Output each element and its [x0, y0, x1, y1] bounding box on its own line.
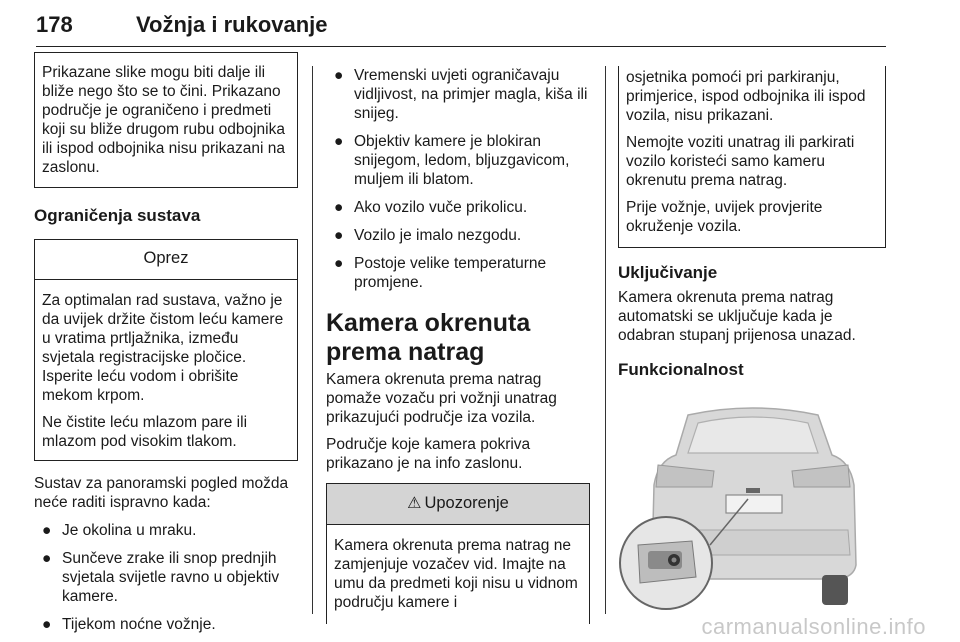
list-item: ● Postoje velike temperaturne promjene. — [334, 255, 547, 291]
warning-box-continued — [618, 66, 886, 248]
list-item: ● Je okolina u mraku. — [42, 522, 197, 539]
heading-activation: Uključivanje — [618, 263, 718, 282]
warning-box — [326, 483, 590, 624]
warning-icon: ⚠ — [407, 495, 422, 512]
bullet-icon: ● — [334, 67, 344, 84]
bullet-icon: ● — [334, 255, 344, 272]
watermark: carmanualsonline.info — [701, 614, 926, 639]
list-item: ● Ako vozilo vuče prikolicu. — [334, 199, 528, 216]
page-header — [36, 8, 886, 47]
bullet-icon: ● — [334, 227, 344, 244]
bullet-icon: ● — [42, 522, 52, 539]
warning-header — [327, 484, 589, 525]
notice-box — [34, 52, 298, 188]
bullet-icon: ● — [42, 616, 52, 633]
section-title: Kamera okrenuta prema natrag — [326, 309, 531, 366]
notice-text: Prikazane slike mogu biti dalje ili bliže nego što se to čini. Prikazano područje je ograničeno i predmeti koji su bliže drugom rubu odbojnika ili ispod odbojnika nisu prikazani na zaslonu. — [42, 64, 285, 176]
rear-camera-illustration — [618, 395, 886, 613]
warning-text: Kamera okrenuta prema natrag ne zamjenjuje vozačev vid. Imajte na umu da predmeti koji nisu u vidnom području kamere i — [334, 537, 578, 611]
warning-title: Upozorenje — [424, 494, 509, 512]
bullet-list — [34, 521, 298, 634]
column-divider — [312, 66, 313, 614]
list-item: ● Vozilo je imalo nezgodu. — [334, 227, 522, 244]
list-item: ● Tijekom noćne vožnje. — [42, 616, 216, 633]
warning-text: Prije vožnje, uvijek provjerite okruženje vozila. — [626, 199, 823, 235]
caution-text: Za optimalan rad sustava, važno je da uvijek držite čistom leću kamere u vratima prtljažnika, između svjetala registracijske pločice. Isperite leću vodom i obrišite mekom krpom. — [42, 292, 284, 404]
column-3 — [618, 66, 886, 618]
heading-system-limits: Ograničenja sustava — [34, 206, 201, 225]
caution-box — [34, 239, 298, 461]
body-text: Kamera okrenuta prema natrag automatski se uključuje kada je odabran stupanj prijenosa unazad. — [618, 289, 856, 344]
intro-text: Sustav za panoramski pogled možda neće raditi ispravno kada: — [34, 475, 289, 511]
list-item: ● Vremenski uvjeti ograničavaju vidljivost, na primjer magla, kiša ili snijeg. — [334, 67, 588, 122]
bullet-list — [326, 66, 590, 292]
column-divider — [605, 66, 606, 614]
caution-title: Oprez — [35, 240, 297, 280]
warning-text: Nemojte voziti unatrag ili parkirati vozilo koristeći samo kameru okrenutu prema natrag. — [626, 134, 855, 189]
column-2 — [326, 66, 590, 624]
list-item: ● Objektiv kamere je blokiran snijegom, ledom, bljuzgavicom, muljem ili blatom. — [334, 133, 570, 188]
page-title: Vožnja i rukovanje — [136, 12, 328, 37]
list-item: ● Sunčeve zrake ili snop prednjih svjetala svijetle ravno u objektiv kamere. — [42, 550, 280, 605]
body-text: Područje koje kamera pokriva prikazano je na info zaslonu. — [326, 436, 531, 472]
bullet-icon: ● — [334, 199, 344, 216]
bullet-icon: ● — [334, 133, 344, 150]
bullet-icon: ● — [42, 550, 52, 567]
body-text: Kamera okrenuta prema natrag pomaže vozaču pri vožnji unatrag prikazujući područje iza vozila. — [326, 371, 557, 426]
warning-text: osjetnika pomoći pri parkiranju, primjerice, ispod odbojnika ili ispod vozila, nisu prikazani. — [626, 69, 866, 124]
heading-functionality: Funkcionalnost — [618, 360, 744, 379]
page-number: 178 — [36, 12, 73, 37]
column-1 — [34, 52, 298, 634]
caution-text: Ne čistite leću mlazom pare ili mlazom pod visokim tlakom. — [42, 414, 248, 450]
